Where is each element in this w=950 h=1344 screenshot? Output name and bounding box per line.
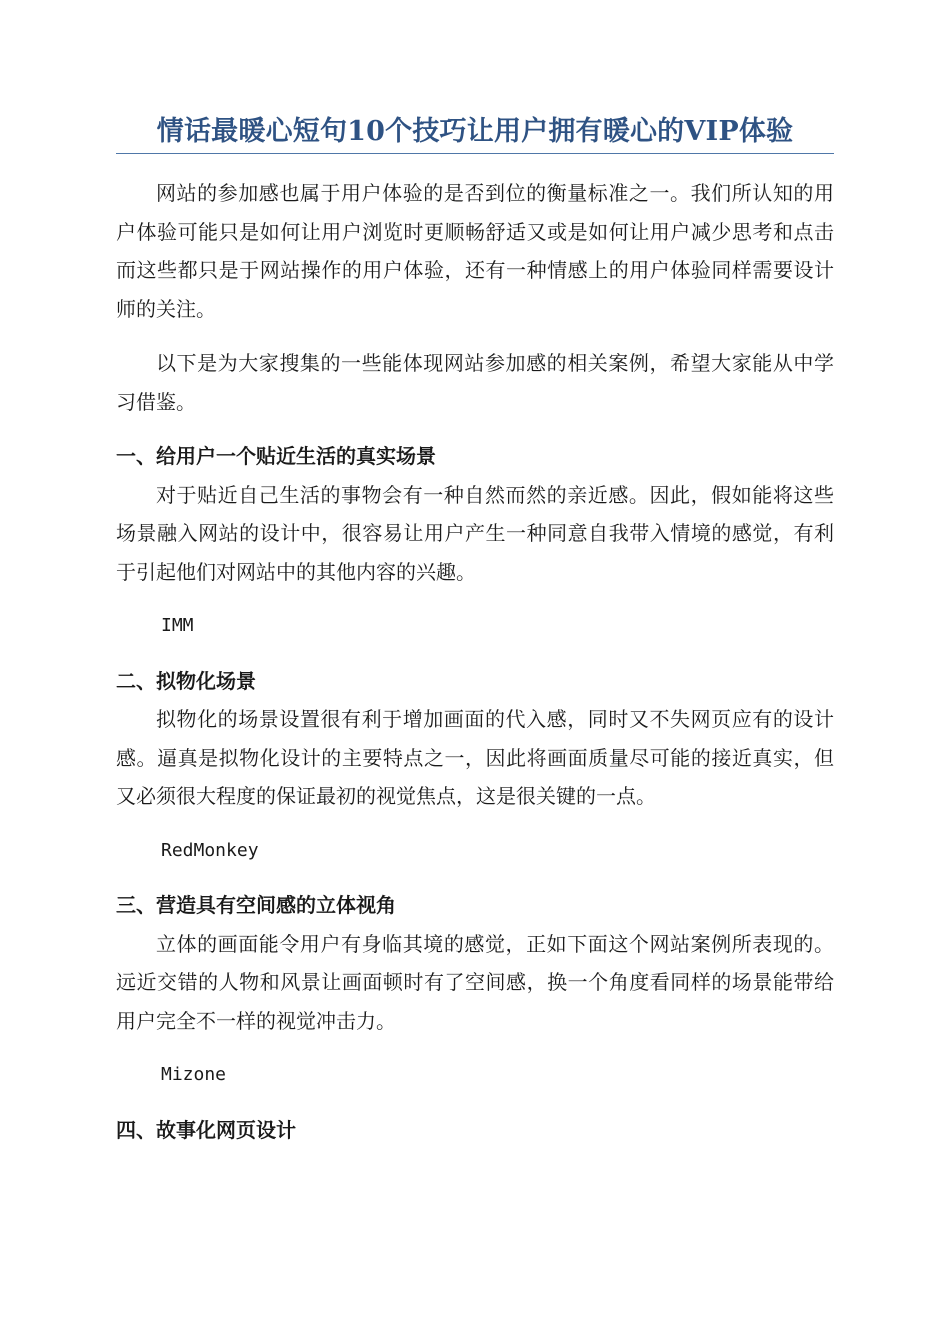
document-title: 情话最暖心短句10个技巧让用户拥有暖心的VIP体验 xyxy=(116,112,834,154)
document-page xyxy=(116,112,834,1149)
section-3-caption: Mizone xyxy=(161,1064,227,1085)
section-4-heading: 四、故事化网页设计 xyxy=(116,1117,296,1142)
section-3-heading: 三、营造具有空间感的立体视角 xyxy=(116,893,396,917)
section-1-caption: IMM xyxy=(161,615,194,636)
section-1-heading: 一、给用户一个贴近生活的真实场景 xyxy=(116,444,436,468)
section-3-body: 立体的画面能令用户有身临其境的感觉，正如下面这个网站案例所表现的。远近交错的人物和风景让画面顿时有了空间感，换一个角度看同样的场景能带给用户完全不一样的视觉冲击力。 xyxy=(116,931,834,1033)
section-2-caption: RedMonkey xyxy=(161,839,259,861)
intro-paragraph-1: 网站的参加感也属于用户体验的是否到位的衡量标准之一。我们所认知的用户体验可能只是如何让用户浏览时更顺畅舒适又或是如何让用户减少思考和点击而这些都只是于网站操作的用户体验，还有一种情感上的用户体验同样需要设计师的关注。 xyxy=(116,181,834,321)
section-2-heading: 二、拟物化场景 xyxy=(116,668,256,693)
section-1-body: 对于贴近自己生活的事物会有一种自然而然的亲近感。因此，假如能将这些场景融入网站的设计中，很容易让用户产生一种同意自我带入情境的感觉，有利于引起他们对网站中的其他内容的兴趣。 xyxy=(116,482,834,584)
section-2-body: 拟物化的场景设置很有利于增加画面的代入感，同时又不失网页应有的设计感。逼真是拟物化设计的主要特点之一，因此将画面质量尽可能的接近真实，但又必须很大程度的保证最初的视觉焦点，这是很关键的一点。 xyxy=(116,707,834,808)
intro-paragraph-2: 以下是为大家搜集的一些能体现网站参加感的相关案例，希望大家能从中学习借鉴。 xyxy=(116,351,834,414)
